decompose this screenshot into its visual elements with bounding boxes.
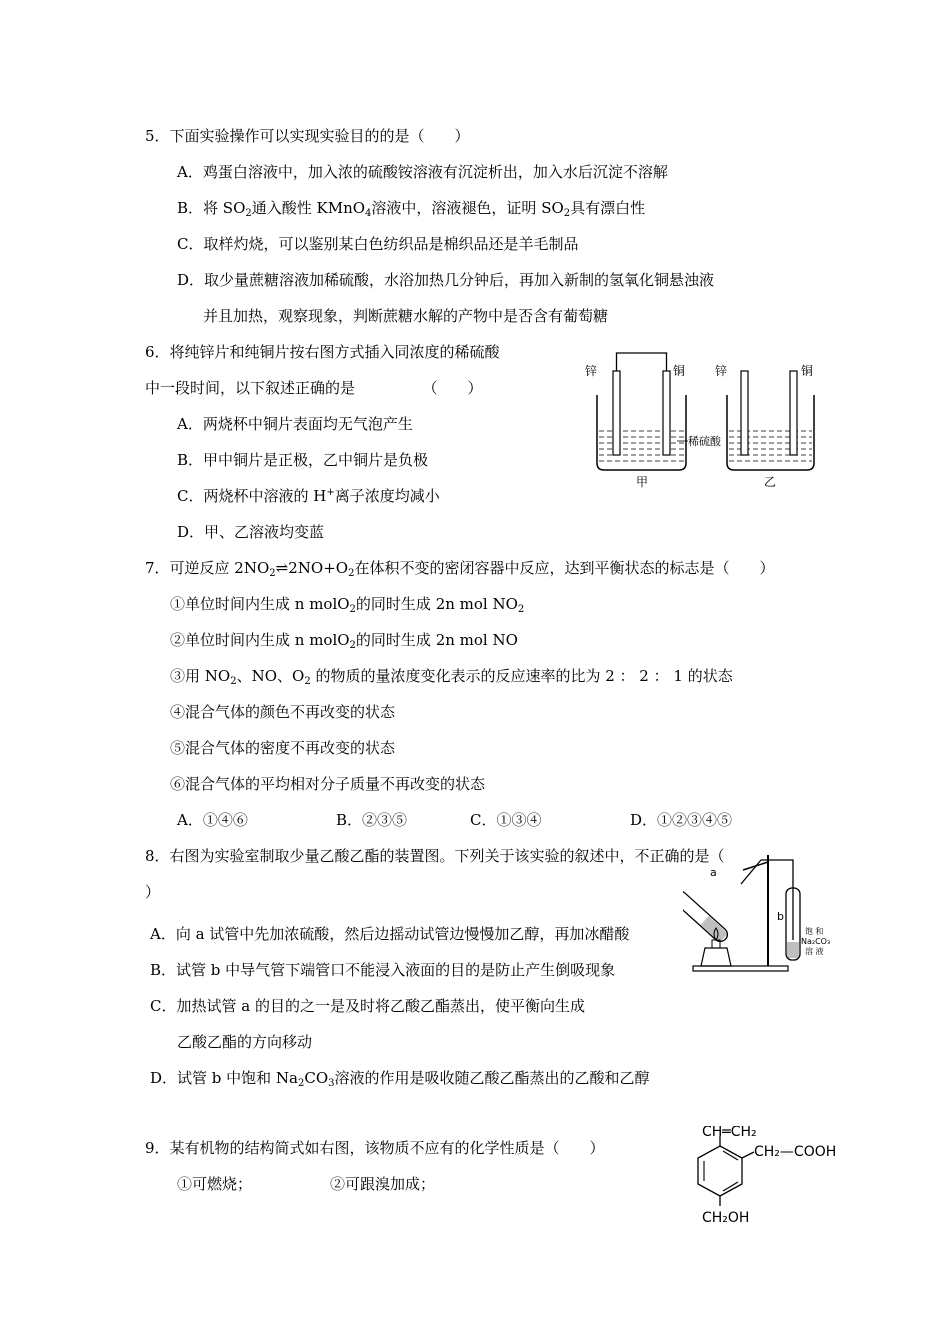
q7-item-3: ③用 $NO_2$、NO、$O_2$ 的物质的量浓度变化表示的反应速率的比为 2 ： 2 ： 1 的状态 xyxy=(170,667,733,687)
q7-option-d: D．①②③④⑤ xyxy=(630,811,733,829)
q6-stem-line2: 中一段时间，以下叙述正确的是 （ ） xyxy=(145,379,483,397)
label-na2co3: Na₂CO₃ xyxy=(801,937,831,946)
label-ch2oh: CH₂OH xyxy=(702,1210,750,1226)
q5-option-d-line2: 并且加热，观察现象，判断蔗糖水解的产物中是否含有葡萄糖 xyxy=(203,307,609,325)
q5-stem: 5．下面实验操作可以实现实验目的的是（ ） xyxy=(145,127,470,145)
label-tube-b: b xyxy=(777,910,784,923)
q7-item-1: ①单位时间内生成 n molO$_2$的同时生成 2n mol $NO_2$ xyxy=(170,595,525,615)
q7-option-b: B．②③⑤ xyxy=(336,811,408,829)
q8-option-b: B．试管 b 中导气管下端管口不能浸入液面的目的是防止产生倒吸现象 xyxy=(150,961,616,979)
q7-item-2: ②单位时间内生成 n molO$_2$的同时生成 2n mol NO xyxy=(170,631,518,651)
label-solution: 溶 液 xyxy=(805,947,824,956)
q6-option-d: D．甲、乙溶液均变蓝 xyxy=(177,523,325,541)
q8-option-c-line2: 乙酸乙酯的方向移动 xyxy=(177,1033,313,1051)
q7-stem: 7．可逆反应 $2NO_2\rightleftharpoons 2NO+O_2$在体积不变的密闭容器中反应，达到平衡状态的标志是（ ） xyxy=(145,559,775,579)
q9-stem: 9．某有机物的结构简式如右图，该物质不应有的化学性质是（ ） xyxy=(145,1139,605,1157)
q6-option-a: A．两烧杯中铜片表面均无气泡产生 xyxy=(177,415,413,433)
q8-option-a: A．向 a 试管中先加浓硫酸，然后边摇动试管边慢慢加乙醇，再加冰醋酸 xyxy=(150,925,630,943)
label-saturated: 饱 和 xyxy=(805,927,824,936)
label-copper-yi: 铜 xyxy=(801,364,814,378)
q8-stem-line1: 8．右图为实验室制取少量乙酸乙酯的装置图。下列关于该实验的叙述中，不正确的是（ xyxy=(145,847,725,865)
q7-option-c: C．①③④ xyxy=(470,811,542,829)
q5-option-d-line1: D．取少量蔗糖溶液加稀硫酸，水浴加热几分钟后，再加入新制的氢氧化铜悬浊液 xyxy=(177,271,715,289)
q7-item-4: ④混合气体的颜色不再改变的状态 xyxy=(170,703,396,721)
q6-option-b: B．甲中铜片是正极，乙中铜片是负极 xyxy=(177,451,429,469)
q7-option-a: A．①④⑥ xyxy=(177,811,248,829)
q7-item-5: ⑤混合气体的密度不再改变的状态 xyxy=(170,739,396,757)
label-tube-a: a xyxy=(710,866,717,879)
organic-structure-figure xyxy=(690,1126,840,1231)
q5-option-a: A．鸡蛋白溶液中，加入浓的硫酸铵溶液有沉淀析出，加入水后沉淀不溶解 xyxy=(177,163,668,181)
label-copper-jia: 铜 xyxy=(673,364,686,378)
label-vinyl: CH═CH₂ xyxy=(702,1126,757,1140)
q9-item-1: ①可燃烧； xyxy=(177,1175,253,1193)
q5-option-b: B．将 $SO_2$通入酸性 KMnO$_4$溶液中，溶液褪色，证明 $SO_2$具有漂白性 xyxy=(177,199,646,219)
label-zinc-yi: 锌 xyxy=(715,364,728,378)
q7-item-6: ⑥混合气体的平均相对分子质量不再改变的状态 xyxy=(170,775,486,793)
label-jia: 甲 xyxy=(636,475,649,489)
label-yi: 乙 xyxy=(764,475,777,489)
label-side-chain: CH₂—COOH xyxy=(754,1144,837,1160)
galvanic-cell-figure xyxy=(585,345,820,490)
ester-apparatus-figure xyxy=(683,840,833,980)
q9-item-2: ②可跟溴加成； xyxy=(330,1175,436,1193)
q8-option-c-line1: C．加热试管 a 的目的之一是及时将乙酸乙酯蒸出，使平衡向生成 xyxy=(150,997,585,1015)
label-dilute-sulfuric-acid: 稀硫酸 xyxy=(688,435,721,448)
q8-option-d: D．试管 b 中饱和 $Na_2CO_3$溶液的作用是吸收随乙酸乙酯蒸出的乙酸和乙醇 xyxy=(150,1069,650,1089)
q5-option-c: C．取样灼烧，可以鉴别某白色纺织品是棉织品还是羊毛制品 xyxy=(177,235,579,253)
q8-stem-line2: ） xyxy=(145,883,161,901)
label-zinc-jia: 锌 xyxy=(585,364,598,378)
q6-option-c: C．两烧杯中溶液的 H+离子浓度均减小 xyxy=(177,487,440,505)
q6-stem-line1: 6．将纯锌片和纯铜片按右图方式插入同浓度的稀硫酸 xyxy=(145,343,500,361)
